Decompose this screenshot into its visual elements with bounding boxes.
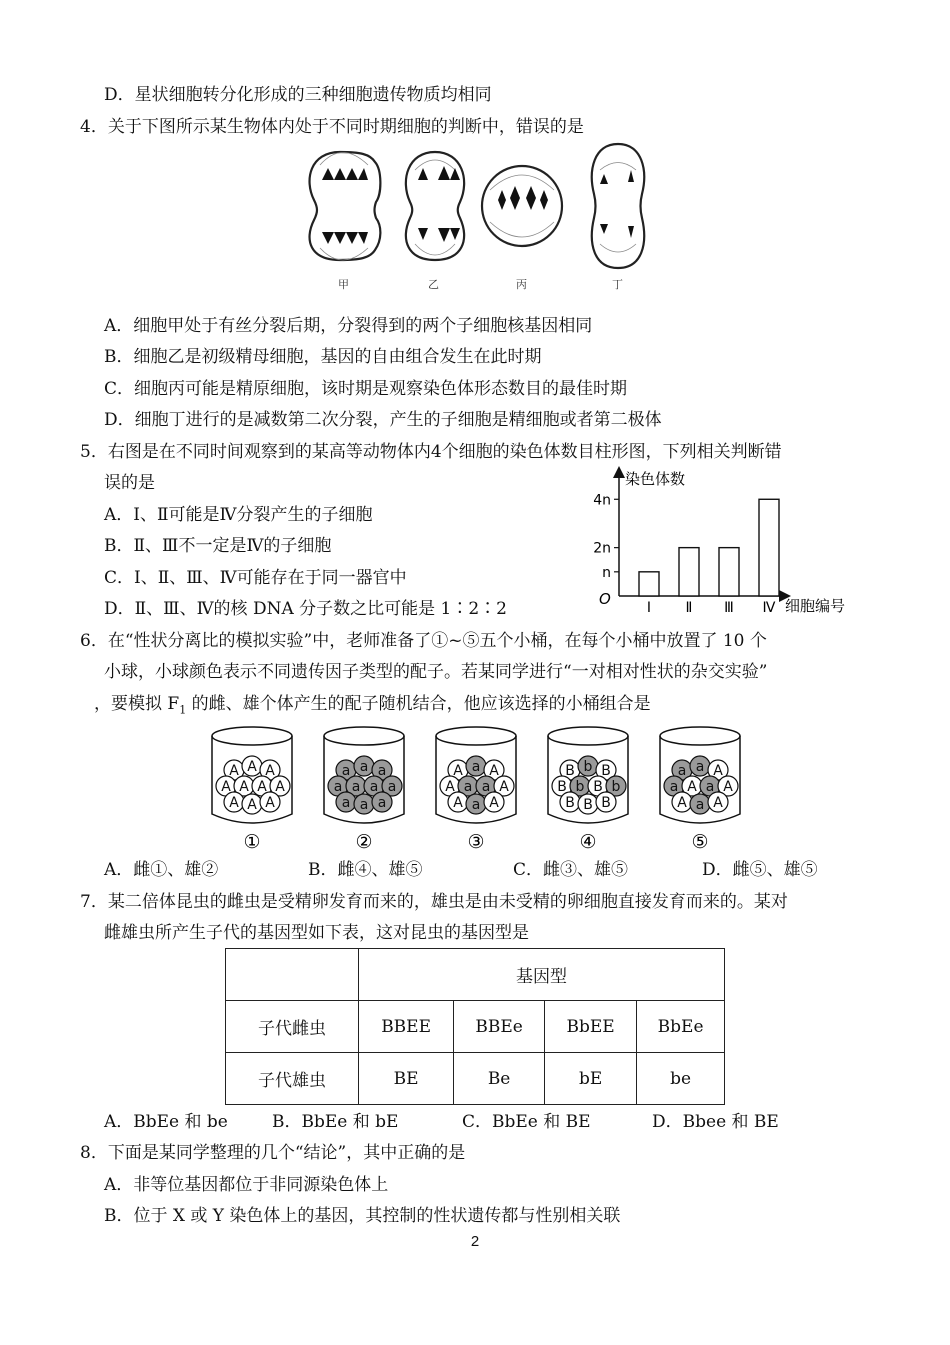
ball — [578, 794, 598, 814]
ball — [708, 792, 728, 812]
cell-label-bing: 丙 — [516, 278, 527, 291]
q5-option-a: A．Ⅰ、Ⅱ可能是Ⅳ分裂产生的子细胞 — [104, 505, 373, 525]
ball-label: a — [695, 797, 705, 813]
bar — [679, 548, 699, 596]
ball — [336, 792, 356, 812]
q4-option-d: D．细胞丁进行的是减数第二次分裂，产生的子细胞是精细胞或者第二极体 — [104, 410, 662, 430]
ball-label: B — [557, 779, 567, 795]
bucket — [660, 727, 740, 853]
q6-option-d: D．雌⑤、雄⑤ — [702, 860, 818, 880]
bar — [639, 572, 659, 596]
ball-label: B — [565, 763, 575, 779]
ball-label: a — [359, 759, 369, 775]
q7-option-d: D．Bbee 和 BE — [652, 1112, 779, 1132]
q7-option-c: C．BbEe 和 BE — [462, 1112, 591, 1132]
cell-yi-outline — [406, 152, 464, 260]
ball — [260, 792, 280, 812]
chromosome-bar-chart — [585, 460, 870, 620]
ball-label: a — [481, 779, 491, 795]
ball — [354, 756, 374, 776]
ball — [466, 756, 486, 776]
x-tick-label: Ⅳ — [762, 600, 776, 616]
ball — [372, 792, 392, 812]
cell-label-yi: 乙 — [428, 278, 439, 291]
bucket — [324, 727, 404, 853]
ball-label: a — [341, 795, 351, 811]
ball-label: B — [565, 795, 575, 811]
ball-label: A — [723, 779, 733, 795]
q6-option-a: A．雌①、雄② — [104, 860, 219, 880]
ball-label: A — [265, 795, 275, 811]
ball — [578, 756, 598, 776]
table-row — [226, 1053, 725, 1105]
bar — [759, 499, 779, 596]
ball-label: B — [601, 763, 611, 779]
table-cell: BBEE — [359, 1001, 454, 1053]
ball — [448, 792, 468, 812]
cell-jia-outline — [310, 152, 381, 260]
bucket — [548, 727, 628, 853]
ball-label: A — [265, 763, 275, 779]
ball-label: a — [369, 779, 379, 795]
cell-bing-outline — [482, 166, 562, 246]
ball-label: A — [229, 795, 239, 811]
ball-label: A — [229, 763, 239, 779]
ball-label: A — [677, 795, 687, 811]
ball-label: a — [677, 763, 687, 779]
ball — [484, 792, 504, 812]
bucket — [212, 727, 292, 853]
x-tick-label: Ⅲ — [724, 600, 734, 616]
y-tick-label: 4n — [593, 492, 611, 509]
x-tick-label: Ⅱ — [685, 600, 693, 616]
row-label: 子代雄虫 — [226, 1053, 359, 1105]
q6-line1: 6．在“性状分离比的模拟实验”中，老师准备了①~⑤五个小桶，在每个小桶中放置了 10 个 — [80, 631, 767, 651]
q6-line2: 小球，小球颜色表示不同遗传因子类型的配子。若某同学进行“一对相对性状的杂交实验” — [104, 662, 768, 682]
ball — [672, 792, 692, 812]
table-cell: BE — [359, 1053, 454, 1105]
ball-label: A — [453, 795, 463, 811]
ball-label: B — [583, 797, 593, 813]
table-corner — [226, 949, 359, 1001]
q6-line3: ，要模拟 $F_1$ 的雌、雄个体产生的配子随机结合，他应该选择的小桶组合是 — [94, 694, 651, 717]
ball-label: A — [489, 795, 499, 811]
table-cell: be — [637, 1053, 725, 1105]
ball-label: b — [583, 759, 593, 775]
ball-label: a — [351, 779, 361, 795]
q7-option-b: B．BbEe 和 bE — [272, 1112, 399, 1132]
ball-label: A — [247, 797, 257, 813]
ball-label: a — [705, 779, 715, 795]
q3-option-d: D．星状细胞转分化形成的三种细胞遗传物质均相同 — [104, 85, 492, 105]
cell-label-ding: 丁 — [612, 278, 623, 291]
x-tick-label: Ⅰ — [646, 600, 652, 616]
ball-label: b — [575, 779, 585, 795]
ball-label: A — [489, 763, 499, 779]
q8-option-b: B．位于 X 或 Y 染色体上的基因，其控制的性状遗传都与性别相关联 — [104, 1206, 621, 1226]
ball-label: A — [499, 779, 509, 795]
table-row — [226, 1001, 725, 1053]
ball-label: a — [377, 795, 387, 811]
ball-label: A — [221, 779, 231, 795]
ball-label: a — [387, 779, 397, 795]
q5-stem-line2: 误的是 — [104, 473, 155, 493]
ball-label: A — [713, 763, 723, 779]
q7-option-a: A．BbEe 和 be — [104, 1112, 228, 1132]
ball-label: a — [359, 797, 369, 813]
ball — [242, 756, 262, 776]
ball — [224, 792, 244, 812]
ball — [596, 792, 616, 812]
q7-line2: 雌雄虫所产生子代的基因型如下表，这对昆虫的基因型是 — [104, 923, 529, 943]
ball — [690, 794, 710, 814]
row-label: 子代雌虫 — [226, 1001, 359, 1053]
ball-label: a — [341, 763, 351, 779]
x-axis-label: 细胞编号 — [785, 597, 846, 615]
ball-label: b — [611, 779, 621, 795]
cell-division-figure — [300, 140, 670, 300]
table-cell: BBEe — [454, 1001, 545, 1053]
q7-line1: 7．某二倍体昆虫的雌虫是受精卵发育而来的，雄虫是由未受精的卵细胞直接发育而来的。某对 — [80, 892, 788, 912]
table-header: 基因型 — [359, 949, 725, 1001]
bucket-label: ② — [355, 831, 373, 853]
q8-stem: 8．下面是某同学整理的几个“结论”，其中正确的是 — [80, 1143, 466, 1163]
ball-label: a — [471, 797, 481, 813]
ball-label: A — [687, 779, 697, 795]
q4-stem: 4．关于下图所示某生物体内处于不同时期细胞的判断中，错误的是 — [80, 117, 584, 137]
table-cell: bE — [545, 1053, 637, 1105]
y-axis-label: 染色体数 — [625, 470, 686, 488]
ball-label: a — [695, 759, 705, 775]
y-tick-label: 2n — [593, 540, 611, 557]
ball-label: A — [713, 795, 723, 811]
q5-option-b: B．Ⅱ、Ⅲ不一定是Ⅳ的子细胞 — [104, 536, 332, 556]
q4-option-c: C．细胞丙可能是精原细胞，该时期是观察染色体形态数目的最佳时期 — [104, 379, 628, 399]
ball-label: B — [593, 779, 603, 795]
q5-option-d: D．Ⅱ、Ⅲ、Ⅳ的核 DNA 分子数之比可能是 1∶2∶2 — [104, 599, 508, 619]
cell-label-jia: 甲 — [338, 278, 349, 291]
bucket — [436, 727, 516, 853]
ball — [690, 756, 710, 776]
q6-option-c: C．雌③、雄⑤ — [513, 860, 629, 880]
q5-stem-line1: 5．右图是在不同时间观察到的某高等动物体内4个细胞的染色体数目柱形图，下列相关判断错 — [80, 442, 782, 462]
y-tick-label: n — [602, 564, 611, 581]
ball — [354, 794, 374, 814]
bucket-label: ⑤ — [691, 831, 709, 853]
origin-label: O — [599, 590, 611, 608]
q4-option-a: A．细胞甲处于有丝分裂后期，分裂得到的两个子细胞核基因相同 — [104, 316, 593, 336]
genotype-table — [225, 948, 725, 1105]
ball-label: B — [601, 795, 611, 811]
table-cell: Be — [454, 1053, 545, 1105]
page-number: 2 — [470, 1233, 480, 1250]
bucket-label: ④ — [579, 831, 597, 853]
ball — [466, 794, 486, 814]
ball — [242, 794, 262, 814]
q5-option-c: C．Ⅰ、Ⅱ、Ⅲ、Ⅳ可能存在于同一器官中 — [104, 568, 407, 588]
ball-label: A — [239, 779, 249, 795]
bucket-label: ① — [243, 831, 261, 853]
q6-option-b: B．雌④、雄⑤ — [308, 860, 423, 880]
ball-label: a — [377, 763, 387, 779]
ball-label: a — [669, 779, 679, 795]
ball-label: A — [445, 779, 455, 795]
table-cell: BbEE — [545, 1001, 637, 1053]
ball-label: a — [333, 779, 343, 795]
ball-label: A — [257, 779, 267, 795]
q4-option-b: B．细胞乙是初级精母细胞，基因的自由组合发生在此时期 — [104, 347, 542, 367]
bucket-figure — [200, 722, 760, 857]
bucket-label: ③ — [467, 831, 485, 853]
ball-label: A — [453, 763, 463, 779]
table-cell: BbEe — [637, 1001, 725, 1053]
ball-label: a — [463, 779, 473, 795]
ball-label: A — [275, 779, 285, 795]
ball-label: A — [247, 759, 257, 775]
ball — [560, 792, 580, 812]
q8-option-a: A．非等位基因都位于非同源染色体上 — [104, 1175, 389, 1195]
ball-label: a — [471, 759, 481, 775]
bar — [719, 548, 739, 596]
